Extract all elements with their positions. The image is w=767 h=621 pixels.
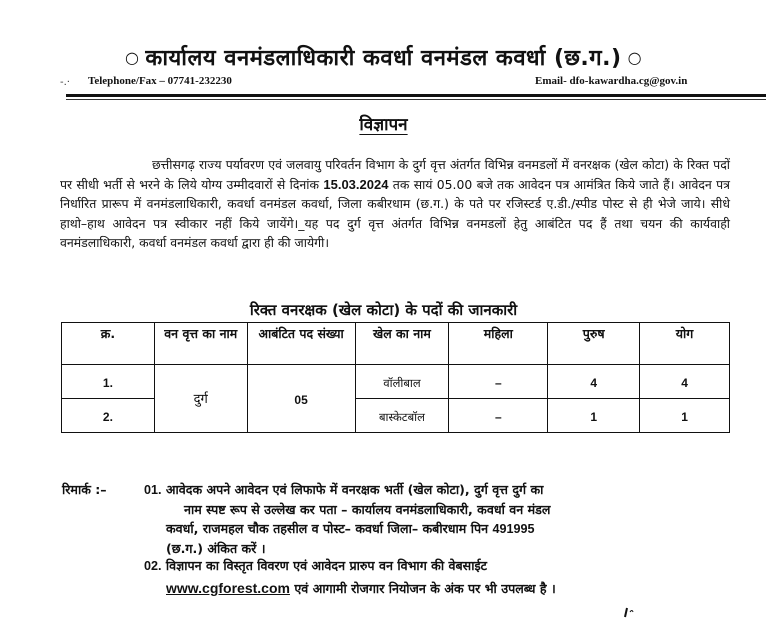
last-date: 15.03.2024 [323, 176, 389, 192]
remark-line-3 [166, 519, 744, 539]
remark-number: 02. [144, 559, 162, 573]
header-male: पुरुष [548, 323, 640, 365]
remark-text: एवं आगामी रोजगार नियोजन के अंक पर भी उपलब्ध है । [289, 581, 556, 596]
remark-item-1 [144, 480, 744, 558]
cell-sport: बास्केटबॉल [355, 399, 449, 433]
notice-paragraph [60, 155, 730, 253]
table-row [62, 365, 730, 399]
cell-female: – [449, 365, 548, 399]
remark-line-1 [144, 482, 543, 497]
cell-female: – [449, 399, 548, 433]
header-divider-thick [66, 94, 766, 97]
ornament-circle-icon: ○ [627, 48, 643, 67]
vacancy-table [61, 322, 730, 433]
remark-line-1 [144, 558, 487, 573]
header-serial: क्र. [62, 323, 155, 365]
cell-total: 1 [640, 399, 730, 433]
remark-text: विज्ञापन का विस्तृत विवरण एवं आवेदन प्रारुप वन विभाग की वेबसाईट [165, 558, 487, 573]
table-header-row [62, 323, 730, 365]
office-title-text: कार्यालय वनमंडलाधिकारी कवर्धा वनमंडल कवर्धा (छ.ग.) [145, 46, 622, 71]
ornament-circle-icon: ○ [124, 48, 140, 67]
header-sport-name: खेल का नाम [355, 323, 449, 365]
remark-item-2 [144, 556, 744, 598]
remark-text: कवर्धा, राजमहल चौक तहसील व पोस्ट– कवर्धा जिला– कबीरधाम पिन [166, 521, 493, 536]
cell-male: 1 [548, 399, 640, 433]
cell-allotted-posts: 05 [247, 365, 355, 433]
header-female: महिला [449, 323, 548, 365]
remark-line-2 [144, 579, 744, 598]
remark-text: आवेदक अपने आवेदन एवं लिफाफे में वनरक्षक भर्ती (खेल कोटा), दुर्ग वृत्त दुर्ग का [165, 482, 544, 497]
paragraph-text-1: छत्तीसगढ़ राज्य पर्यावरण एवं जलवायु परिवर्तन विभाग के दुर्ग वृत्त अंतर्गत विभिन्न वनमडलों में वनरक्षक (खेल कोटा) के रिक्त पदों पर सीधी भर्ती से भरने के लिये योग्य उम्मीदवारों से दिनांक [60, 157, 730, 192]
pin-code: 491995 [492, 522, 535, 536]
cell-male: 4 [548, 365, 640, 399]
header-total: योग [640, 323, 730, 365]
remark-line-2: नाम स्पष्ट रूप से उल्लेख कर पता – कार्यालय वनमंडलाधिकारी, कवर्धा वन मंडल [184, 502, 551, 517]
cell-total: 4 [640, 365, 730, 399]
notice-heading: विज्ञापन [359, 115, 408, 135]
cell-serial: 1. [62, 365, 155, 399]
cell-serial: 2. [62, 399, 155, 433]
scan-speck: -.· [60, 77, 70, 88]
header-divider-thin [66, 99, 766, 100]
header-allotted-posts: आबंटित पद संख्या [247, 323, 355, 365]
paragraph-text-2: तक सायं 05.00 बजे तक आवेदन पत्र आमंत्रित किये जाते हैं। आवेदन पत्र निर्धारित प्रारूप में वनमंडलाधिकारी, कवर्धा वनमंडल कवर्धा, जिला कबीरधाम (छ.ग.) के पते पर रजिस्टर्ड ए.डी./स्पीड पोस्ट से ही भेजे जाये। सीधे हाथो–हाथ आवेदन पत्र स्वीकार नहीं किये जायेंगे।_यह पद दुर्ग वृत्त अंतर्गत विभिन्न वनमडलों हेतु आबंटित पद हैं तथा चयन की कार्यवाही वनमंडलाधिकारी, कवर्धा वनमंडल कवर्धा द्वारा ही की जायेगी। [60, 176, 731, 250]
cell-sport: वॉलीबाल [355, 365, 449, 399]
website-link[interactable]: www.cgforest.com [166, 580, 290, 596]
table-caption: रिक्त वनरक्षक (खेल कोटा) के पदों की जानकारी [249, 301, 518, 319]
office-title [0, 42, 767, 72]
remark-line-4: (छ.ग.) अंकित करें । [166, 541, 266, 556]
remark-number: 01. [144, 483, 162, 497]
remarks-label: रिमार्क :– [62, 482, 107, 497]
header-circle-name: वन वृत्त का नाम [154, 323, 247, 365]
signature-mark-icon [620, 604, 634, 618]
telephone-fax: Telephone/Fax – 07741-232230 [88, 75, 232, 87]
cell-circle-name: दुर्ग [154, 365, 247, 433]
email-address[interactable]: Email- dfo-kawardha.cg@gov.in [535, 75, 688, 87]
